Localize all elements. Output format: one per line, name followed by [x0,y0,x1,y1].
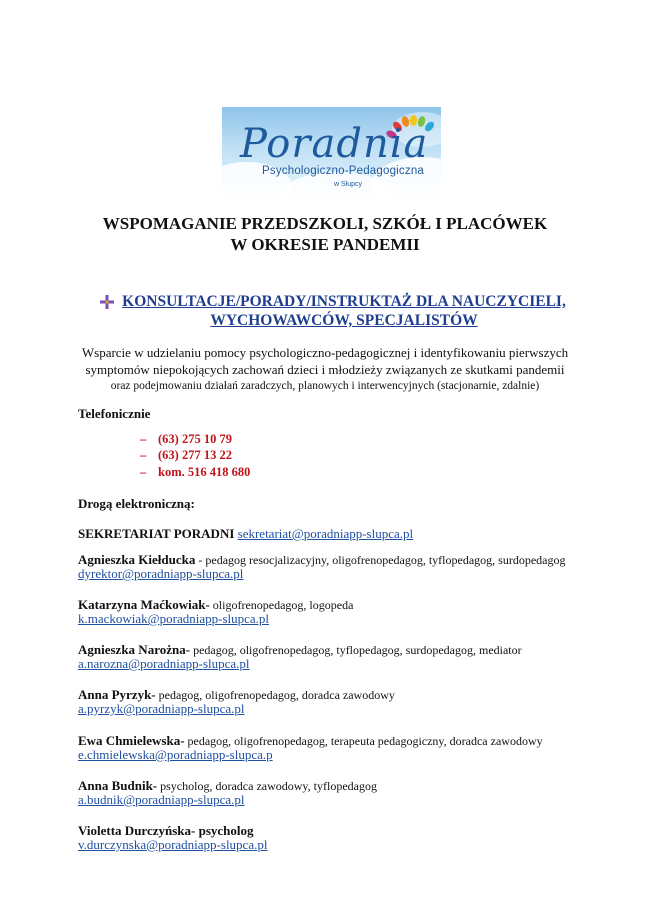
section-heading [100,292,570,330]
phone-label: Telefonicznie [78,406,151,421]
poradnia-logo [222,107,441,199]
phone-dash: – [140,465,147,479]
staff-name: Katarzyna Maćkowiak- [78,597,210,612]
phone-number: kom. 516 418 680 [158,465,251,479]
section-heading-line1: KONSULTACJE/PORADY/INSTRUKTAŻ DLA NAUCZYCIELI, [122,293,566,310]
staff-role: pedagog, oligofrenopedagog, terapeuta pedagogiczny, doradca zawodowy [184,734,543,748]
staff-name: Agnieszka Kiełducka [78,552,196,567]
phone-dash: – [140,432,147,446]
bullet-cross-icon [100,295,114,309]
staff-email-link[interactable]: a.budnik@poradniapp-slupca.pl [78,792,245,807]
logo-subtitle: Psychologiczno-Pedagogiczna [262,165,425,177]
logo-wordmark: Poradnia [240,121,429,167]
email-label: Drogą elektroniczną: [78,496,195,511]
staff-role: pedagog, oligofrenopedagog, tyflopedagog, surdopedagog, mediator [190,643,522,657]
staff-name: Violetta Durczyńska- psycholog [78,823,254,838]
secretariat-line [78,526,413,542]
staff-email-link[interactable]: dyrektor@poradniapp-slupca.pl [78,566,244,581]
staff-name: Ewa Chmielewska- [78,733,185,748]
staff-name: Anna Budnik- [78,778,158,793]
logo-location: w Słupcy [334,181,363,188]
staff-role: - pedagog resocjalizacyjny, oligofrenopedagog, tyflopedagog, surdopedagog [195,553,566,567]
page-title-line2: W OKRESIE PANDEMII [230,235,420,254]
secretariat-email-link[interactable]: sekretariat@poradniapp-slupca.pl [237,526,414,541]
staff-email-link[interactable]: a.narozna@poradniapp-slupca.pl [78,656,250,671]
staff-role: psycholog, doradca zawodowy, tyflopedagog [157,779,377,793]
secretariat-label: SEKRETARIAT PORADNI [78,526,235,541]
section-heading-line2: WYCHOWAWCÓW, SPECJALISTÓW [210,312,478,329]
staff-name: Anna Pyrzyk- [78,687,156,702]
staff-role: oligofrenopedagog, logopeda [209,598,354,612]
intro-line3: oraz podejmowaniu działań zaradczych, planowych i interwencyjnych (stacjonarnie, zdalnie) [110,380,540,392]
intro-line2: symptomów niepokojących zachowań dzieci i młodzieży związanych ze skutkami pandemii [85,362,565,377]
staff-email-link[interactable]: k.mackowiak@poradniapp-slupca.pl [78,611,270,626]
phone-dash: – [140,448,147,462]
staff-name: Agnieszka Narożna- [78,642,191,657]
staff-role: pedagog, oligofrenopedagog, doradca zawodowy [155,688,395,702]
staff-email-link[interactable]: a.pyrzyk@poradniapp-slupca.pl [78,701,245,716]
phone-number: (63) 277 13 22 [158,448,232,462]
phone-number: (63) 275 10 79 [158,432,232,446]
page-title-line1: WSPOMAGANIE PRZEDSZKOLI, SZKÓŁ I PLACÓWEK [102,214,548,233]
intro-line1: Wsparcie w udzielaniu pomocy psychologiczno-pedagogicznej i identyfikowaniu pierwszych [81,345,569,360]
staff-email-link[interactable]: v.durczynska@poradniapp-slupca.pl [78,837,268,852]
staff-email-link[interactable]: e.chmielewska@poradniapp-slupca.p [78,747,273,762]
